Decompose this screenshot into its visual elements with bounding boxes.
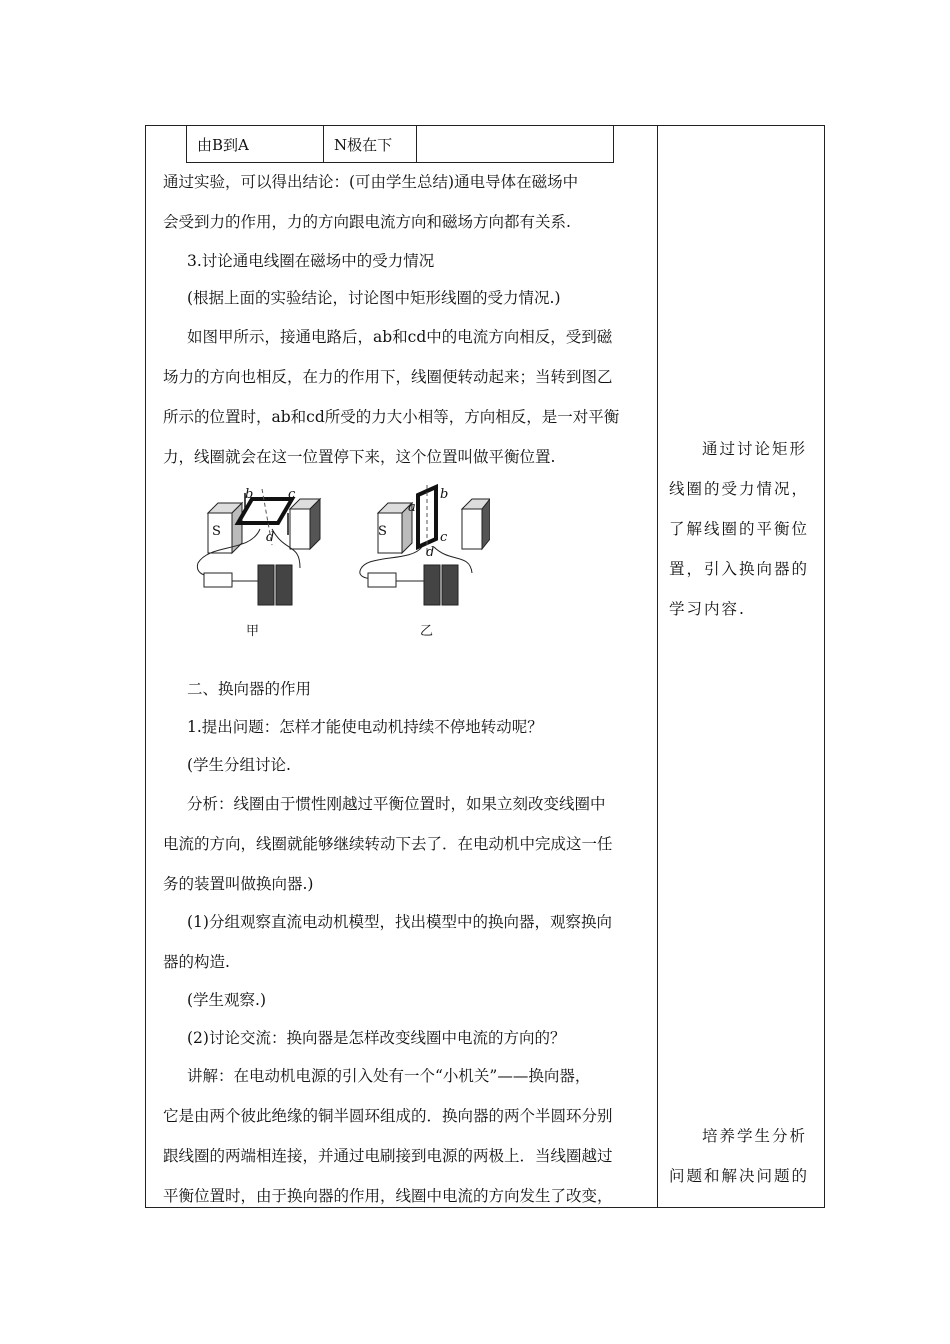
magnet-s-label: S [378,524,387,539]
design-intent-text: 了解线圈的平衡位 [669,520,810,538]
paragraph: 务的装置叫做换向器.) [163,875,314,893]
table-cell [417,126,614,163]
design-intent-text: 培养学生分析 [702,1127,808,1145]
coil-c-label: c [288,487,296,502]
table-cell: 由B到A [187,126,324,163]
paragraph: 电流的方向，线圈就能够继续转动下去了．在电动机中完成这一任 [163,835,613,853]
coil-d-label: d [266,530,275,545]
design-intent-text: 线圈的受力情况， [669,480,810,498]
motor-coil-figure [190,483,490,638]
coil-c-label: c [440,530,448,545]
experiment-result-table [186,125,614,163]
paragraph: 所示的位置时，ab和cd所受的力大小相等，方向相反，是一对平衡 [163,408,620,426]
paragraph: 力，线圈就会在这一位置停下来，这个位置叫做平衡位置. [163,448,556,466]
paragraph: 通过实验，可以得出结论：(可由学生总结)通电导体在磁场中 [163,173,579,191]
magnet-n-label: N [292,517,304,532]
paragraph: 跟线圈的两端相连接，并通过电刷接到电源的两极上．当线圈越过 [163,1147,613,1165]
figure-yi [360,485,490,605]
section-heading: 二、换向器的作用 [187,680,312,698]
coil-b-label: b [440,487,449,502]
paragraph: 讲解：在电动机电源的引入处有一个“小机关”——换向器， [187,1067,591,1085]
paragraph: (2)讨论交流：换向器是怎样改变线圈中电流的方向的？ [187,1029,566,1047]
design-intent-text: 通过讨论矩形 [702,440,808,458]
magnet-s-label: S [212,524,221,539]
paragraph: (根据上面的实验结论，讨论图中矩形线圈的受力情况.) [187,289,561,307]
design-intent-text: 置，引入换向器的 [669,560,810,578]
paragraph: 器的构造. [163,953,230,971]
paragraph: 分析：线圈由于惯性刚越过平衡位置时，如果立刻改变线圈中 [187,795,606,813]
figure-caption-jia: 甲 [246,624,260,639]
paragraph: 如图甲所示，接通电路后，ab和cd中的电流方向相反，受到磁 [187,328,613,346]
paragraph: 1.提出问题：怎样才能使电动机持续不停地转动呢？ [187,718,543,736]
paragraph: 场力的方向也相反，在力的作用下，线圈便转动起来；当转到图乙 [163,368,613,386]
column-divider [657,125,658,1208]
paragraph: 平衡位置时，由于换向器的作用，线圈中电流的方向发生了改变， [163,1187,613,1205]
paragraph: (学生观察.) [187,991,267,1009]
paragraph: (学生分组讨论. [187,756,291,774]
paragraph: 会受到力的作用，力的方向跟电流方向和磁场方向都有关系. [163,213,571,231]
paragraph: 它是由两个彼此绝缘的铜半圆环组成的．换向器的两个半圆环分别 [163,1107,613,1125]
table-row [187,126,614,163]
coil-b-label: b [245,487,254,502]
paragraph: (1)分组观察直流电动机模型，找出模型中的换向器，观察换向 [187,913,612,931]
coil-d-label: d [426,545,435,560]
figure-caption-yi: 乙 [420,624,434,639]
section-heading: 3.讨论通电线圈在磁场中的受力情况 [187,252,435,270]
coil-a-label: a [408,500,416,515]
magnet-n-label: N [468,517,480,532]
design-intent-text: 问题和解决问题的 [669,1167,810,1185]
design-intent-text: 学习内容. [669,600,746,618]
figure-jia [197,489,320,605]
table-cell: N极在下 [324,126,417,163]
